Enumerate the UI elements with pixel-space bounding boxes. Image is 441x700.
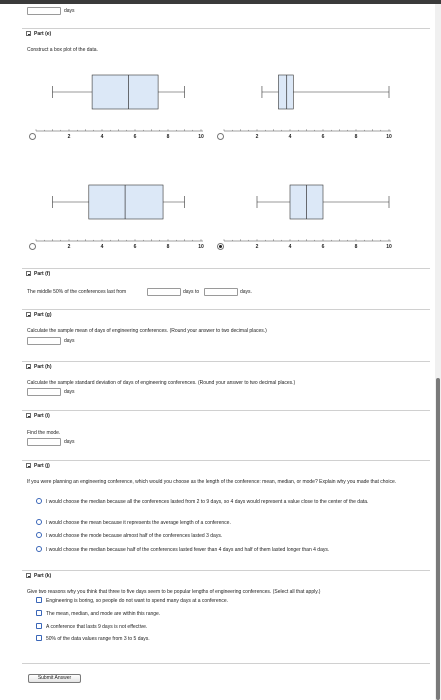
part-k-label: Part (k) bbox=[34, 573, 52, 579]
part-h-label: Part (h) bbox=[34, 364, 52, 370]
axis-tick-label: 10 bbox=[198, 244, 204, 250]
part-k-option-1: Engineering is boring, so people do not want to spend many days at a conference. bbox=[46, 598, 229, 604]
axis-tick-label: 8 bbox=[166, 244, 170, 250]
collapse-icon[interactable] bbox=[26, 413, 31, 418]
axis-tick-label: 6 bbox=[133, 244, 137, 250]
axis-tick-label: 8 bbox=[354, 134, 358, 140]
axis-tick-label: 4 bbox=[100, 244, 104, 250]
part-j-option-2: I would choose the mean because it represents the average length of a conference. bbox=[46, 520, 231, 526]
part-e-prompt: Construct a box plot of the data. bbox=[27, 47, 98, 53]
previous-answer-input[interactable] bbox=[27, 7, 61, 15]
part-j-header[interactable] bbox=[22, 460, 430, 470]
axis-tick-label: 6 bbox=[133, 134, 137, 140]
axis-tick-label: 6 bbox=[321, 134, 325, 140]
part-j-option-2-radio[interactable] bbox=[36, 519, 42, 525]
part-k-option-4: 50% of the data values range from 3 to 5 days. bbox=[46, 636, 150, 642]
box bbox=[278, 75, 293, 109]
part-f-text-mid: days to bbox=[183, 289, 200, 295]
part-j-option-1-radio[interactable] bbox=[36, 498, 42, 504]
part-i-prompt: Find the mode. bbox=[27, 430, 61, 436]
axis-tick-label: 2 bbox=[255, 244, 259, 250]
collapse-icon[interactable] bbox=[26, 312, 31, 317]
part-j-prompt: If you were planning an engineering conference, which would you choose as the length of the conference: mean, median, or mode? Explain why you made that choice. bbox=[27, 479, 397, 485]
part-g-label: Part (g) bbox=[34, 312, 52, 318]
axis-tick-label: 2 bbox=[67, 134, 71, 140]
submit-answer-button[interactable]: Submit Answer bbox=[28, 674, 81, 683]
box bbox=[89, 185, 163, 219]
part-k-prompt: Give two reasons why you think that three to five days seem to be popular lengths of engineering conferences. (Select all that apply.) bbox=[27, 589, 321, 595]
boxplot-option-b-radio[interactable] bbox=[217, 133, 224, 140]
boxplot-option-c-radio[interactable] bbox=[29, 243, 36, 250]
axis-tick-label: 4 bbox=[288, 244, 292, 250]
part-j-option-4-radio[interactable] bbox=[36, 546, 42, 552]
part-f-header[interactable] bbox=[22, 268, 430, 278]
axis-tick-label: 10 bbox=[386, 134, 392, 140]
upper-quartile-input[interactable] bbox=[204, 288, 238, 296]
boxplot-option-d-radio[interactable] bbox=[217, 243, 224, 250]
part-k-option-4-checkbox[interactable] bbox=[36, 635, 42, 641]
part-j-option-3: I would choose the mode because almost half of the conferences lasted 3 days. bbox=[46, 533, 223, 539]
part-j-option-4: I would choose the median because half of the conferences lasted fewer than 4 days and half of them lasted longer than 4 days. bbox=[46, 547, 330, 553]
collapse-icon[interactable] bbox=[26, 31, 31, 36]
part-g-header[interactable] bbox=[22, 309, 430, 319]
part-j-option-1: I would choose the median because all the conferences lasted from 2 to 9 days, so 4 days would represent a value close to the center of the data. bbox=[46, 499, 369, 505]
part-e-label: Part (e) bbox=[34, 31, 52, 37]
part-k-option-3: A conference that lasts 9 days is not effective. bbox=[46, 624, 148, 630]
part-g-units: days bbox=[64, 338, 75, 344]
part-i-units: days bbox=[64, 439, 75, 445]
collapse-icon[interactable] bbox=[26, 463, 31, 468]
collapse-icon[interactable] bbox=[26, 573, 31, 578]
part-f-label: Part (f) bbox=[34, 271, 51, 277]
boxplot-option-c bbox=[36, 178, 212, 253]
lower-quartile-input[interactable] bbox=[147, 288, 181, 296]
axis-tick-label: 2 bbox=[255, 134, 259, 140]
part-h-prompt: Calculate the sample standard deviation of days of engineering conferences. (Round your answer to two decimal places.) bbox=[27, 380, 296, 386]
part-f-text-before: The middle 50% of the conferences last from bbox=[27, 289, 127, 295]
part-k-option-1-checkbox[interactable] bbox=[36, 597, 42, 603]
part-k-option-2: The mean, median, and mode are within this range. bbox=[46, 611, 161, 617]
part-j-label: Part (j) bbox=[34, 463, 50, 469]
part-h-units: days bbox=[64, 389, 75, 395]
collapse-icon[interactable] bbox=[26, 271, 31, 276]
boxplot-option-a-radio[interactable] bbox=[29, 133, 36, 140]
part-k-option-2-checkbox[interactable] bbox=[36, 610, 42, 616]
part-k-option-3-checkbox[interactable] bbox=[36, 623, 42, 629]
mode-input[interactable] bbox=[27, 438, 61, 446]
part-g-prompt: Calculate the sample mean of days of engineering conferences. (Round your answer to two decimal places.) bbox=[27, 328, 267, 334]
part-j-option-3-radio[interactable] bbox=[36, 532, 42, 538]
axis-tick-label: 4 bbox=[100, 134, 104, 140]
axis-tick-label: 2 bbox=[67, 244, 71, 250]
part-f-text-after: days. bbox=[240, 289, 252, 295]
sample-std-dev-input[interactable] bbox=[27, 388, 61, 396]
part-i-label: Part (i) bbox=[34, 413, 50, 419]
sample-mean-input[interactable] bbox=[27, 337, 61, 345]
axis-tick-label: 10 bbox=[198, 134, 204, 140]
scrollbar-thumb[interactable] bbox=[436, 378, 440, 700]
top-bar bbox=[0, 0, 441, 4]
boxplot-option-a bbox=[36, 68, 212, 143]
axis-tick-label: 6 bbox=[321, 244, 325, 250]
box bbox=[92, 75, 158, 109]
collapse-icon[interactable] bbox=[26, 364, 31, 369]
axis-tick-label: 10 bbox=[386, 244, 392, 250]
axis-tick-label: 8 bbox=[354, 244, 358, 250]
axis-tick-label: 4 bbox=[288, 134, 292, 140]
boxplot-option-d bbox=[224, 178, 400, 253]
divider bbox=[22, 663, 430, 664]
previous-answer-units: days bbox=[64, 8, 75, 14]
part-e-header[interactable] bbox=[22, 28, 430, 38]
axis-tick-label: 8 bbox=[166, 134, 170, 140]
boxplot-option-b bbox=[224, 68, 400, 143]
part-h-header[interactable] bbox=[22, 361, 430, 371]
part-i-header[interactable] bbox=[22, 410, 430, 420]
part-k-header[interactable] bbox=[22, 570, 430, 580]
